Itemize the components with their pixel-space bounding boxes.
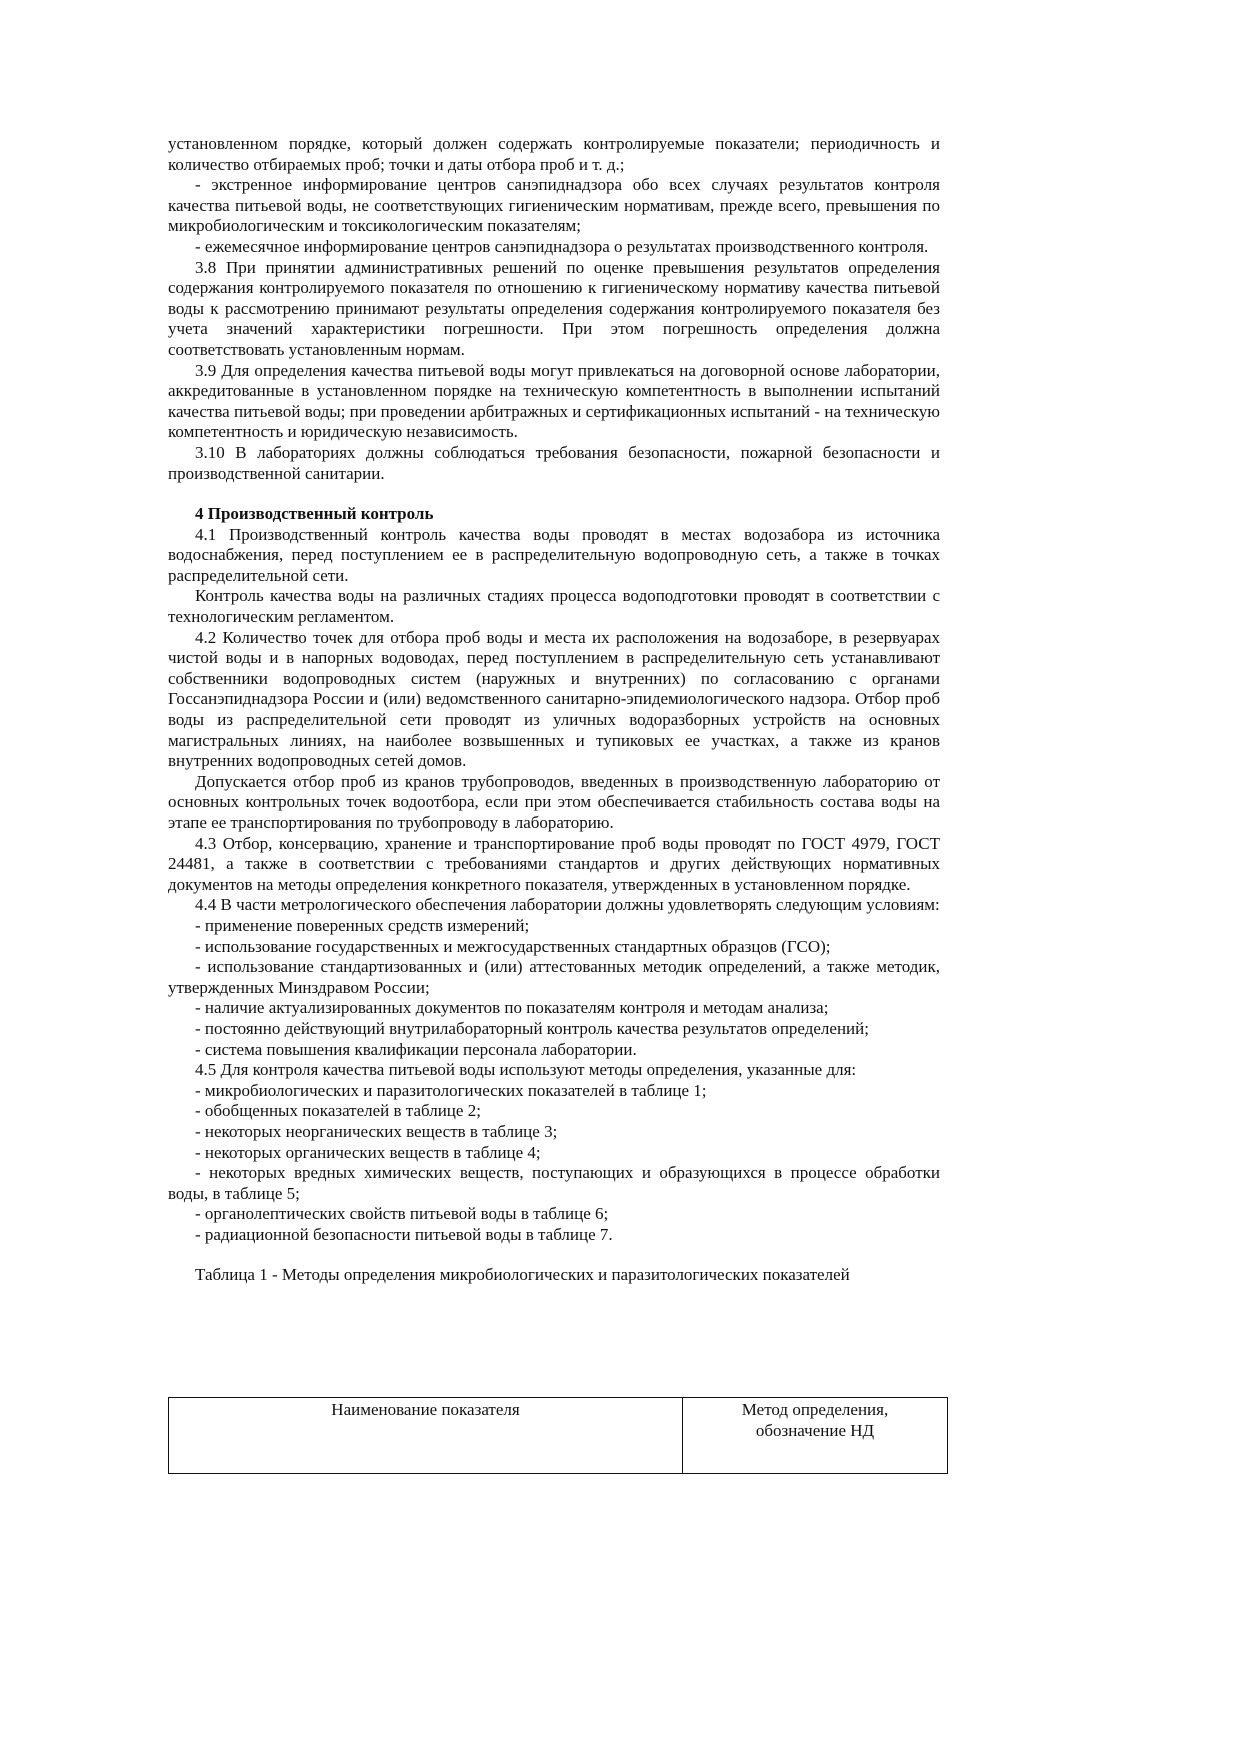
header-text-line1: Метод определения, (741, 1400, 889, 1419)
clause-4-4: 4.4 В части метрологического обеспечения лаборатории должны удовлетворять следующим условиям: (195, 895, 940, 915)
table-header-method (683, 1398, 948, 1474)
list-item: - некоторых органических веществ в таблице 4; (195, 1142, 541, 1162)
table-caption: Таблица 1 - Методы определения микробиологических и паразитологических показателей (195, 1265, 850, 1285)
list-item: - органолептических свойств питьевой воды в таблице 6; (195, 1204, 609, 1224)
clause-4-5: 4.5 Для контроля качества питьевой воды используют методы определения, указанные для: (195, 1060, 857, 1080)
header-text: Наименование показателя (331, 1400, 520, 1419)
list-item: - некоторых неорганических веществ в таблице 3; (195, 1121, 558, 1141)
table-header-indicator-name (169, 1398, 683, 1474)
list-item: - наличие актуализированных документов по показателям контроля и методам анализа; (195, 998, 829, 1018)
section-spacer (168, 484, 940, 504)
list-item: - применение поверенных средств измерений; (195, 915, 530, 935)
clause-3-10: 3.10 В лабораториях должны соблюдаться требования безопасности, пожарной безопасности и производственной санитарии. (168, 442, 940, 483)
header-text-line2: обозначение НД (755, 1420, 875, 1440)
caption-spacer (168, 1245, 940, 1265)
list-item: - микробиологических и паразитологических показателей в таблице 1; (195, 1080, 707, 1100)
list-item: - обобщенных показателей в таблице 2; (195, 1101, 481, 1121)
clause-3-9: 3.9 Для определения качества питьевой воды могут привлекаться на договорной основе лаборатории, аккредитованные в установленном порядке на техническую компетентность в выполнении испытаний качества питьевой воды; при проведении арбитражных и сертификационных испытаний - на техническую компетентность и юридическую независимость. (168, 360, 940, 442)
list-item: - использование стандартизованных и (или) аттестованных методик определений, а также методик, утвержденных Минздравом России; (168, 957, 940, 997)
clause-4-1: 4.1 Производственный контроль качества воды проводят в местах водозабора из источника водоснабжения, перед поступлением ее в распределительную водопроводную сеть, а также в точках распределительной сети. (168, 524, 940, 585)
list-item: - система повышения квалификации персонала лаборатории. (195, 1039, 637, 1059)
paragraph-continuation: установленном порядке, который должен содержать контролируемые показатели; периодичность и количество отбираемых проб; точки и даты отбора проб и т. д.; (168, 134, 940, 174)
list-item: - использование государственных и межгосударственных стандартных образцов (ГСО); (195, 936, 831, 956)
list-item: - ежемесячное информирование центров санэпиднадзора о результатах производственного контроля. (195, 236, 929, 256)
clause-3-8: 3.8 При принятии административных решений по оценке превышения результатов определения содержания контролируемого показателя по отношению к гигиеническому нормативу качества питьевой воды к рассмотрению принимают результаты определения содержания контролируемого показателя без учета значений характеристики погрешности. При этом погрешность определения должна соответствовать установленным нормам. (168, 257, 940, 359)
paragraph: Допускается отбор проб из кранов трубопроводов, введенных в производственную лабораторию от основных контрольных точек водоотбора, если при этом обеспечивается стабильность состава воды на этапе ее транспортирования по трубопроводу в лабораторию. (168, 771, 940, 832)
list-item: - постоянно действующий внутрилабораторный контроль качества результатов определений; (195, 1018, 869, 1038)
methods-table (168, 1397, 948, 1474)
clause-4-2: 4.2 Количество точек для отбора проб воды и места их расположения на водозаборе, в резервуарах чистой воды и в напорных водоводах, перед поступлением в распределительную сеть устанавливают собственники водопроводных систем (наружных и внутренних) по согласованию с органами Госсанэпиднадзора России и (или) ведомственного санитарно-эпидемиологического надзора. Отбор проб воды из распределительной сети проводят из уличных водоразборных устройств на основных магистральных линиях, на наиболее возвышенных и тупиковых ее участках, а также из кранов внутренних водопроводных сетей домов. (168, 627, 940, 771)
document-body (168, 134, 940, 1286)
clause-4-3: 4.3 Отбор, консервацию, хранение и транспортирование проб воды проводят по ГОСТ 4979, ГОСТ 24481, а также в соответствии с требованиями стандартов и других действующих нормативных документов на методы определения конкретного показателя, утвержденных в установленном порядке. (168, 833, 940, 894)
list-item: - радиационной безопасности питьевой воды в таблице 7. (195, 1224, 613, 1244)
paragraph: Контроль качества воды на различных стадиях процесса водоподготовки проводят в соответствии с технологическим регламентом. (168, 586, 940, 627)
list-item: - некоторых вредных химических веществ, поступающих и образующихся в процессе обработки воды, в таблице 5; (168, 1163, 940, 1203)
list-item: - экстренное информирование центров санэпиднадзора обо всех случаях результатов контроля качества питьевой воды, не соответствующих гигиеническим нормативам, прежде всего, превышения по микробиологическим и токсикологическим показателям; (168, 175, 940, 236)
table-header-row (169, 1398, 948, 1474)
section-heading: 4 Производственный контроль (195, 504, 434, 524)
